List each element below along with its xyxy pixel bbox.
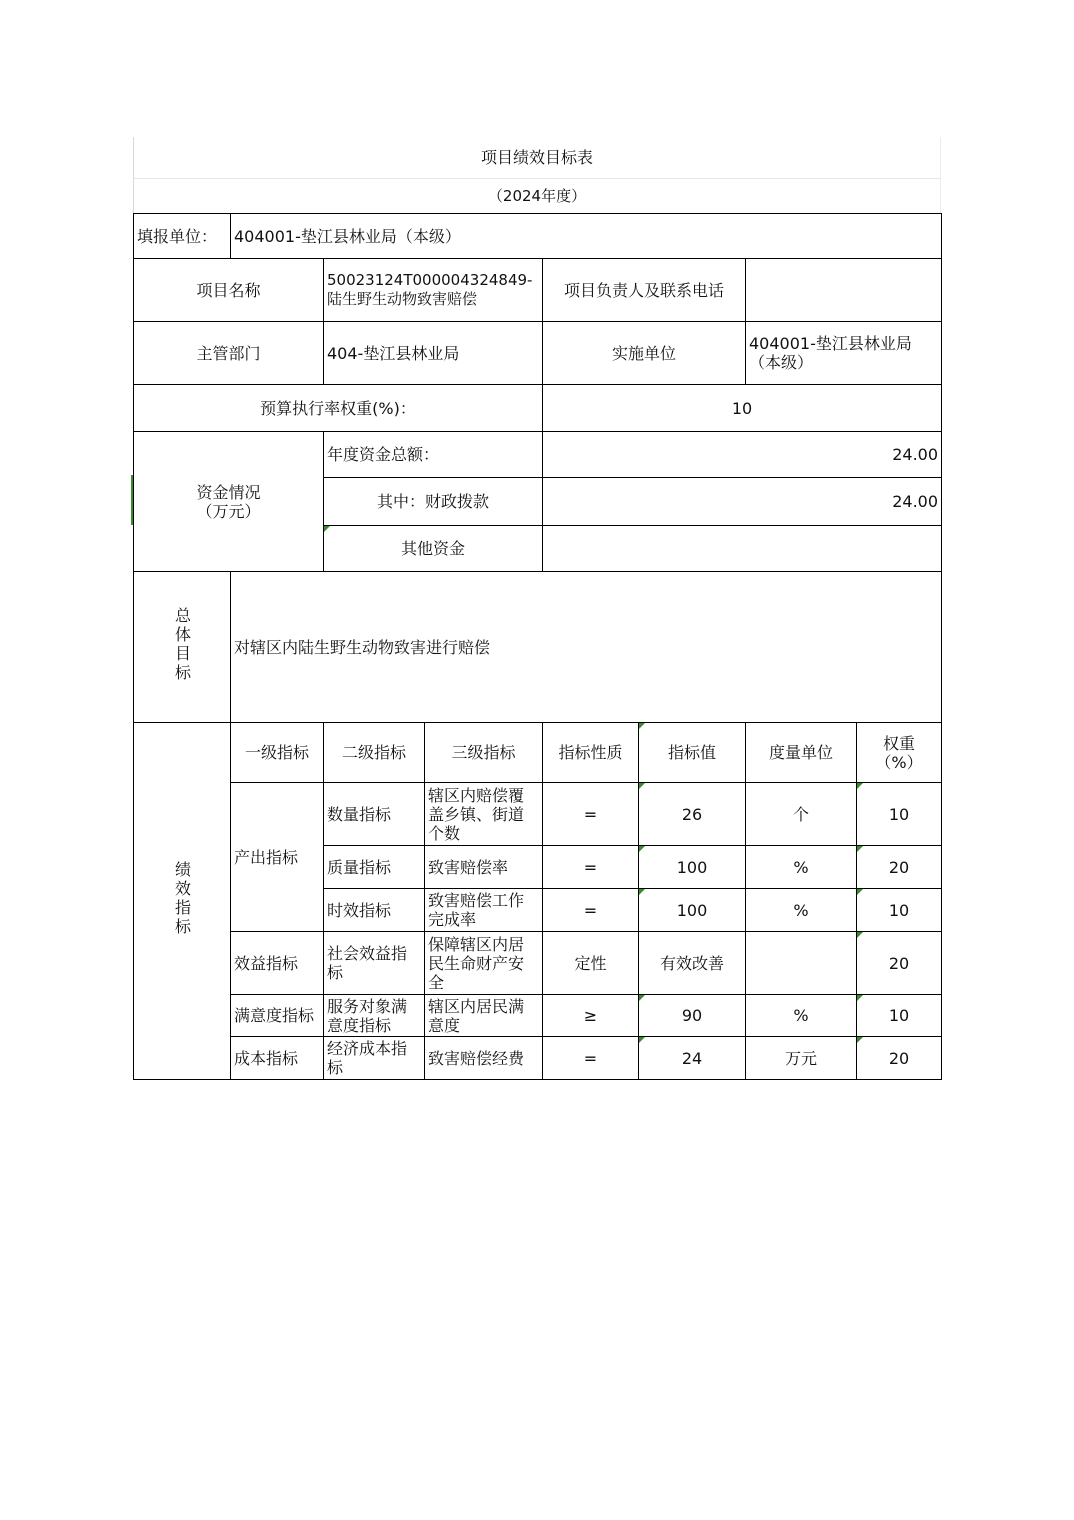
row-nature: ≥ <box>543 995 639 1037</box>
project-name-value: 50023124T000004324849-陆生野生动物致害赔偿 <box>324 259 543 322</box>
header-weight-line1: 权重 <box>883 733 916 753</box>
row-value: 100 <box>639 846 746 889</box>
row-level2: 服务对象满意度指标 <box>324 995 425 1037</box>
row-level1: 成本指标 <box>231 1037 324 1080</box>
header-level2: 二级指标 <box>324 723 425 783</box>
row-level1: 满意度指标 <box>231 995 324 1037</box>
header-nature: 指标性质 <box>543 723 639 783</box>
row-nature: = <box>543 1037 639 1080</box>
funds-other-label: 其他资金 <box>324 526 543 572</box>
header-unit: 度量单位 <box>746 723 857 783</box>
indicators-label: 绩效指标 <box>172 861 192 937</box>
row-weight: 10 <box>857 783 942 846</box>
contact-label: 项目负责人及联系电话 <box>543 259 746 322</box>
performance-table <box>133 213 942 1080</box>
row-value: 90 <box>639 995 746 1037</box>
impl-label: 实施单位 <box>543 322 746 385</box>
row-unit: 个 <box>746 783 857 846</box>
row-value: 24 <box>639 1037 746 1080</box>
table-row <box>134 1037 942 1080</box>
funds-other-value <box>543 526 942 572</box>
fill-unit-label: 填报单位： <box>134 214 231 259</box>
impl-value: 404001-垫江县林业局（本级） <box>746 322 942 385</box>
dept-value: 404-垫江县林业局 <box>324 322 543 385</box>
header-level3: 三级指标 <box>425 723 543 783</box>
row-level3: 致害赔偿经费 <box>425 1037 543 1080</box>
row-level2: 质量指标 <box>324 846 425 889</box>
dept-label: 主管部门 <box>134 322 324 385</box>
funds-total-value: 24.00 <box>543 432 942 478</box>
funds-label-line2: （万元） <box>196 501 261 521</box>
row-weight: 20 <box>857 932 942 995</box>
header-weight-line2: （%） <box>875 752 923 772</box>
header-level1: 一级指标 <box>231 723 324 783</box>
budget-weight-label: 预算执行率权重(%)： <box>134 385 543 432</box>
fill-unit-value: 404001-垫江县林业局（本级） <box>231 214 942 259</box>
funds-fiscal-value: 24.00 <box>543 478 942 526</box>
row-nature: = <box>543 889 639 932</box>
row-value: 100 <box>639 889 746 932</box>
header-value: 指标值 <box>639 723 746 783</box>
row-weight: 20 <box>857 1037 942 1080</box>
project-name-label: 项目名称 <box>134 259 324 322</box>
goal-label-cell <box>134 572 231 723</box>
header-weight <box>857 723 942 783</box>
row-level3: 保障辖区内居民生命财产安全 <box>425 932 543 995</box>
row-weight: 10 <box>857 995 942 1037</box>
row-level3: 致害赔偿率 <box>425 846 543 889</box>
row-unit: 万元 <box>746 1037 857 1080</box>
row-level2: 数量指标 <box>324 783 425 846</box>
row-nature: 定性 <box>543 932 639 995</box>
funds-total-label: 年度资金总额： <box>324 432 543 478</box>
sheet-year: （2024年度） <box>133 179 941 213</box>
row-nature: = <box>543 846 639 889</box>
row-level2: 社会效益指标 <box>324 932 425 995</box>
row-nature: = <box>543 783 639 846</box>
row-level2: 经济成本指标 <box>324 1037 425 1080</box>
goal-label: 总体目标 <box>172 607 192 683</box>
table-row <box>134 995 942 1037</box>
funds-label-line1: 资金情况 <box>196 482 261 502</box>
row-unit: % <box>746 846 857 889</box>
row-unit <box>746 932 857 995</box>
row-weight: 20 <box>857 846 942 889</box>
table-row <box>134 783 942 846</box>
budget-weight-value: 10 <box>543 385 942 432</box>
contact-value <box>746 259 942 322</box>
row-level3: 辖区内居民满意度 <box>425 995 543 1037</box>
row-value: 有效改善 <box>639 932 746 995</box>
row-weight: 10 <box>857 889 942 932</box>
row-level1: 产出指标 <box>231 783 324 932</box>
performance-sheet <box>133 137 941 1080</box>
row-unit: % <box>746 889 857 932</box>
funds-label <box>134 432 324 572</box>
row-level1: 效益指标 <box>231 932 324 995</box>
row-level3: 致害赔偿工作完成率 <box>425 889 543 932</box>
goal-text: 对辖区内陆生野生动物致害进行赔偿 <box>231 572 942 723</box>
row-level3: 辖区内赔偿覆盖乡镇、街道个数 <box>425 783 543 846</box>
funds-fiscal-label: 其中：财政拨款 <box>324 478 543 526</box>
row-value: 26 <box>639 783 746 846</box>
sheet-title: 项目绩效目标表 <box>133 137 941 179</box>
row-unit: % <box>746 995 857 1037</box>
indicators-label-cell <box>134 723 231 1080</box>
table-row <box>134 932 942 995</box>
row-level2: 时效指标 <box>324 889 425 932</box>
